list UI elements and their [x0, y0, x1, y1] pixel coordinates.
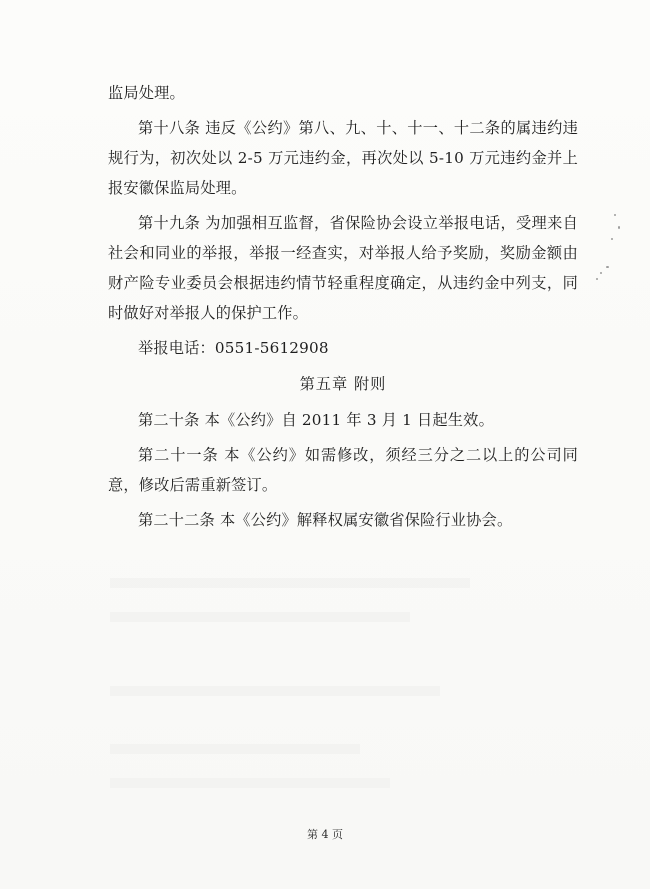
scan-speck	[600, 272, 602, 274]
show-through-line	[110, 612, 410, 622]
scan-speck	[611, 238, 613, 240]
show-through-line	[110, 744, 360, 754]
article-18: 第十八条 违反《公约》第八、九、十、十一、十二条的属违约违规行为，初次处以 2-5 万元违约金，再次处以 5-10 万元违约金并上报安徽保监局处理。	[108, 119, 578, 197]
scan-speck	[614, 214, 616, 216]
show-through-line	[110, 686, 440, 696]
report-phone: 举报电话：0551-5612908	[138, 339, 329, 357]
page-number: 第 4 页	[307, 828, 343, 841]
paragraph-continuation: 监局处理。	[108, 84, 185, 102]
scan-speck	[618, 226, 620, 229]
show-through-line	[110, 578, 470, 588]
article-21: 第二十一条 本《公约》如需修改，须经三分之二以上的公司同意，修改后需重新签订。	[108, 446, 578, 494]
article-20: 第二十条 本《公约》自 2011 年 3 月 1 日起生效。	[138, 411, 494, 429]
show-through-line	[110, 778, 390, 788]
scan-speck	[606, 266, 609, 268]
chapter-title: 第五章 附则	[299, 375, 387, 393]
scan-speck	[596, 278, 598, 280]
document-body	[108, 78, 578, 540]
article-22: 第二十二条 本《公约》解释权属安徽省保险行业协会。	[138, 511, 513, 529]
article-19: 第十九条 为加强相互监督，省保险协会设立举报电话，受理来自社会和同业的举报，举报一经查实，对举报人给予奖励，奖励金额由财产险专业委员会根据违约情节轻重程度确定，从违约金中列支，同时做好对举报人的保护工作。	[108, 214, 578, 322]
